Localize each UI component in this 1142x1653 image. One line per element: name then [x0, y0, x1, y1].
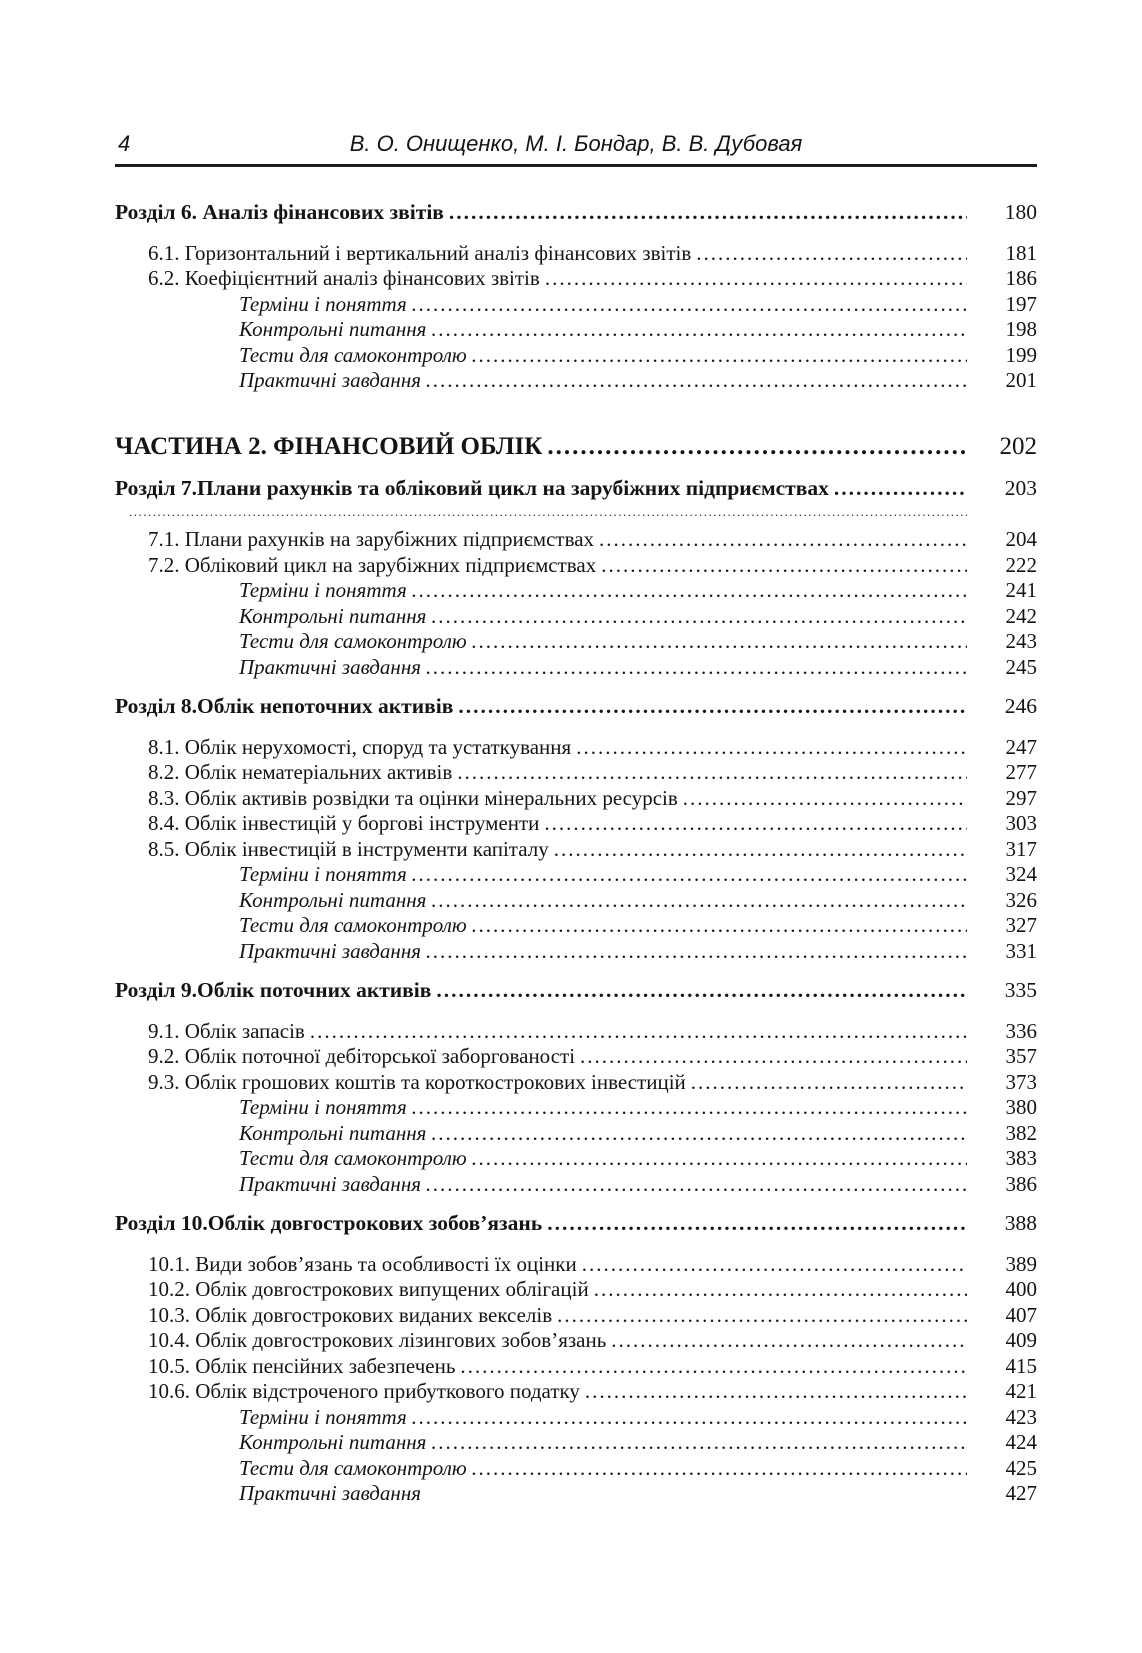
running-header [115, 130, 1037, 167]
toc-subsection-entry [115, 1379, 1037, 1405]
toc-entry-label: Контрольні питання [239, 317, 427, 341]
toc-entry-label: 10.5. Облік пенсійних забезпечень [148, 1353, 456, 1378]
dot-leader [467, 629, 967, 655]
toc-entry-label: 9.1. Облік запасів [148, 1018, 305, 1043]
toc-topic-entry [115, 292, 1037, 318]
page-number: 277 [1005, 760, 1037, 784]
dot-leader [421, 655, 967, 681]
toc-subsection-entry [115, 760, 1037, 786]
toc-entry-label: Терміни і поняття [239, 1404, 407, 1429]
dot-leader [467, 343, 967, 369]
toc-entry-label: Контрольні питання [239, 887, 427, 912]
page-number: 400 [1005, 1277, 1037, 1301]
toc-topic-entry [115, 1146, 1037, 1172]
toc-subsection-entry [115, 1252, 1037, 1278]
page-number: 382 [1005, 1120, 1037, 1145]
dot-leader [453, 694, 967, 720]
toc-entry-label: 10.4. Облік довгострокових лізингових зобов’язань [148, 1328, 607, 1352]
page-number: 199 [1005, 342, 1037, 367]
page-number: 241 [1005, 578, 1037, 602]
toc-entry-label: Контрольні питання [239, 1430, 427, 1454]
dot-leader [691, 241, 967, 267]
toc-part-heading [115, 432, 1037, 462]
toc-entry-label: Терміни і поняття [239, 1095, 407, 1119]
page-number: 203 [1004, 475, 1037, 500]
page-number: 181 [1005, 240, 1037, 265]
toc-chapter-heading [115, 1211, 1037, 1237]
page-number: 303 [1005, 811, 1037, 835]
toc-entry-label: Терміни і поняття [239, 862, 407, 886]
heading-continuation-line [129, 503, 1037, 521]
toc-topic-entry [115, 1172, 1037, 1198]
toc-heading-label: Розділ 7.Плани рахунків та обліковий цикл на зарубіжних підприємствах [115, 475, 829, 500]
toc-topic-entry [115, 1095, 1037, 1121]
toc-heading-label: Розділ 9.Облік поточних активів [115, 978, 432, 1002]
toc-entry-label: 10.6. Облік відстроченого прибуткового податку [148, 1379, 580, 1403]
toc-entry-label: Практичні завдання [239, 1481, 422, 1505]
toc-topic-entry [115, 888, 1037, 914]
dot-leader [407, 862, 967, 888]
dot-leader [552, 1303, 967, 1329]
dot-leader [426, 1430, 967, 1456]
toc-subsection-entry [115, 1354, 1037, 1380]
page-number: 380 [1005, 1095, 1037, 1119]
dot-leader [589, 1277, 967, 1303]
toc-topic-entry [115, 862, 1037, 888]
toc-topic-entry [115, 368, 1037, 394]
toc-subsection-entry [115, 1328, 1037, 1354]
continuation-dot-leader [129, 503, 967, 521]
page-number: 243 [1005, 629, 1037, 653]
toc-subsection-entry [115, 1044, 1037, 1070]
dot-leader [542, 1211, 967, 1237]
page-number: 373 [1005, 1069, 1037, 1094]
toc-subsection-entry [115, 811, 1037, 837]
dot-leader [452, 760, 967, 786]
toc-topic-entry [115, 655, 1037, 681]
toc-entry-label: Тести для самоконтролю [239, 913, 467, 937]
dot-leader [407, 1405, 967, 1431]
dot-leader [575, 1044, 967, 1070]
toc-entry-label: 10.3. Облік довгострокових виданих векселів [148, 1302, 553, 1327]
dot-leader [542, 432, 967, 462]
page-number: 202 [999, 432, 1037, 460]
dot-leader [678, 786, 967, 812]
dot-leader [540, 266, 967, 292]
dot-leader [577, 1252, 967, 1278]
toc-entry-label: 9.2. Облік поточної дебіторської заборгованості [148, 1044, 576, 1068]
page-number: 388 [1004, 1211, 1037, 1235]
dot-leader [539, 811, 967, 837]
toc-topic-entry [115, 343, 1037, 369]
dot-leader [596, 553, 967, 579]
toc-entry-label: 6.2. Коефіцієнтний аналіз фінансових звітів [148, 266, 540, 290]
dot-leader [421, 939, 967, 965]
dot-leader [455, 1354, 967, 1380]
toc-entry-label: 7.1. Плани рахунків на зарубіжних підприємствах [148, 527, 595, 551]
toc-subsection-entry [115, 1070, 1037, 1096]
dot-leader [421, 368, 967, 394]
dot-leader [606, 1328, 967, 1354]
toc-entry-label: Практичні завдання [239, 1171, 422, 1196]
header-authors: В. О. Онищенко, М. І. Бондар, В. В. Дубовая [349, 131, 803, 156]
toc-entry-label: Терміни і поняття [239, 578, 407, 602]
page-number: 198 [1005, 317, 1037, 341]
page-number: 425 [1005, 1455, 1037, 1480]
page-number: 245 [1005, 654, 1037, 679]
page-number: 204 [1005, 527, 1037, 551]
toc-entry-label: Контрольні питання [239, 1120, 427, 1145]
dot-leader [426, 888, 967, 914]
page-number: 201 [1005, 368, 1037, 392]
page-number: 186 [1005, 266, 1037, 290]
toc-entry-label: 8.2. Облік нематеріальних активів [148, 760, 453, 784]
dot-leader [686, 1070, 967, 1096]
toc-chapter-heading [115, 978, 1037, 1004]
dot-leader [305, 1019, 967, 1045]
toc-entry-label: Практичні завдання [239, 368, 422, 392]
toc-subsection-entry [115, 1019, 1037, 1045]
toc-topic-entry [115, 578, 1037, 604]
toc-chapter-heading [115, 694, 1037, 720]
dot-leader [426, 1121, 967, 1147]
toc-entry-label: Тести для самоконтролю [239, 629, 467, 653]
toc-entry-label: 8.3. Облік активів розвідки та оцінки мінеральних ресурсів [148, 785, 678, 810]
toc-entry-label: Терміни і поняття [239, 291, 407, 316]
toc-entry-label: 10.1. Види зобов’язань та особливості їх оцінки [148, 1251, 577, 1276]
page-number: 336 [1005, 1018, 1037, 1043]
toc-entry-label: Тести для самоконтролю [239, 1146, 467, 1170]
toc-entry-label: Практичні завдання [239, 938, 422, 963]
toc-subsection-entry [115, 1303, 1037, 1329]
toc-chapter-heading [115, 200, 1037, 226]
page-number: 326 [1005, 887, 1037, 912]
toc-topic-entry [115, 317, 1037, 343]
page-number: 242 [1005, 603, 1037, 628]
toc-topic-entry [115, 913, 1037, 939]
dot-leader [421, 1172, 967, 1198]
page-number: 415 [1005, 1353, 1037, 1378]
toc-topic-entry [115, 604, 1037, 630]
page-number: 427 [1005, 1481, 1037, 1505]
page-number: 409 [1005, 1328, 1037, 1352]
toc-subsection-entry [115, 241, 1037, 267]
dot-leader [829, 476, 967, 502]
toc-entry-label: 8.5. Облік інвестицій в інструменти капіталу [148, 836, 549, 861]
dot-leader [431, 978, 967, 1004]
page-number: 327 [1005, 913, 1037, 937]
dot-leader [467, 1456, 967, 1482]
page-number: 421 [1005, 1379, 1037, 1403]
page-number: 317 [1005, 836, 1037, 861]
page-number: 383 [1005, 1146, 1037, 1170]
toc-entry-label: Практичні завдання [239, 654, 422, 679]
dot-leader [407, 1095, 967, 1121]
page-number: 324 [1005, 862, 1037, 886]
page-number: 222 [1005, 552, 1037, 577]
dot-leader [426, 317, 967, 343]
dot-leader [549, 837, 967, 863]
toc-topic-entry [115, 1481, 1037, 1507]
page-number: 247 [1005, 734, 1037, 759]
toc-entry-label: 8.1. Облік нерухомості, споруд та устаткування [148, 734, 572, 759]
toc-topic-entry [115, 1405, 1037, 1431]
toc-entry-label: Тести для самоконтролю [239, 1455, 467, 1480]
toc-topic-entry [115, 1430, 1037, 1456]
toc-subsection-entry [115, 266, 1037, 292]
dot-leader [467, 913, 967, 939]
toc-topic-entry [115, 1456, 1037, 1482]
page-number: 423 [1005, 1404, 1037, 1429]
page-number: 180 [1004, 200, 1037, 224]
toc-heading-label: Розділ 10.Облік довгострокових зобов’язань [115, 1211, 543, 1235]
toc-subsection-entry [115, 553, 1037, 579]
page-number: 297 [1005, 785, 1037, 810]
dot-leader [407, 578, 967, 604]
toc-topic-entry [115, 1121, 1037, 1147]
dot-leader [580, 1379, 967, 1405]
page-number: 357 [1005, 1044, 1037, 1068]
toc-heading-label: ЧАСТИНА 2. ФІНАНСОВИЙ ОБЛІК [115, 432, 543, 460]
page-number: 389 [1005, 1251, 1037, 1276]
page-number: 386 [1005, 1171, 1037, 1196]
toc-subsection-entry [115, 837, 1037, 863]
header-page-number: 4 [118, 131, 131, 156]
toc-subsection-entry [115, 735, 1037, 761]
dot-leader [594, 527, 967, 553]
toc-entry-label: 7.2. Обліковий цикл на зарубіжних підприємствах [148, 552, 597, 577]
toc-entry-label: 9.3. Облік грошових коштів та короткострокових інвестицій [148, 1069, 686, 1094]
toc [115, 200, 1037, 1507]
toc-heading-label: Розділ 8.Облік непоточних активів [115, 694, 454, 718]
dot-leader [571, 735, 967, 761]
toc-topic-entry [115, 629, 1037, 655]
toc-subsection-entry [115, 786, 1037, 812]
toc-heading-label: Розділ 6. Аналіз фінансових звітів [115, 200, 444, 224]
page-number: 424 [1005, 1430, 1037, 1454]
page-number: 407 [1005, 1302, 1037, 1327]
toc-entry-label: Контрольні питання [239, 603, 427, 628]
dot-leader [407, 292, 967, 318]
dot-leader [444, 200, 967, 226]
page-number: 246 [1004, 694, 1037, 718]
dot-leader [426, 604, 967, 630]
page-number: 335 [1004, 978, 1037, 1002]
dot-leader [467, 1146, 967, 1172]
toc-subsection-entry [115, 527, 1037, 553]
toc-entry-label: 6.1. Горизонтальний і вертикальний аналіз фінансових звітів [148, 240, 692, 265]
toc-entry-label: Тести для самоконтролю [239, 342, 467, 367]
toc-entry-label: 10.2. Облік довгострокових випущених облігацій [148, 1277, 589, 1301]
page-number: 197 [1005, 291, 1037, 316]
toc-topic-entry [115, 939, 1037, 965]
toc-entry-label: 8.4. Облік інвестицій у боргові інструменти [148, 811, 540, 835]
page-number: 331 [1005, 938, 1037, 963]
toc-chapter-heading [115, 476, 1037, 502]
toc-subsection-entry [115, 1277, 1037, 1303]
